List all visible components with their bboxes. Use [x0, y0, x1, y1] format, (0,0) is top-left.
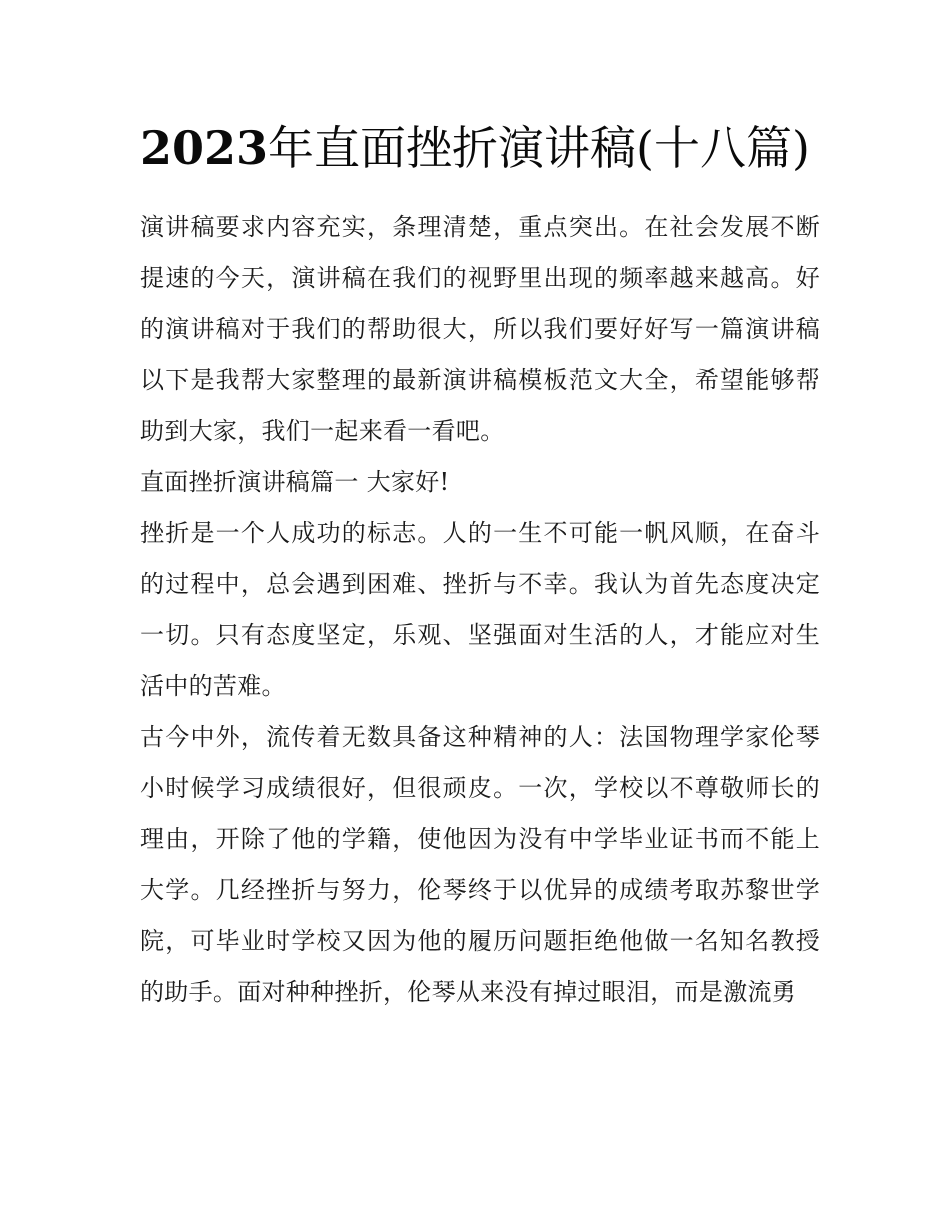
section-heading-paragraph: 直面挫折演讲稿篇一 大家好!	[140, 468, 450, 496]
document-title	[140, 112, 820, 184]
title-text: 年直面挫折演讲稿(十八篇)	[268, 121, 810, 175]
intro-paragraph: 演讲稿要求内容充实，条理清楚，重点突出。在社会发展不断提速的今天，演讲稿在我们的视野里出现的频率越来越高。好的演讲稿对于我们的帮助很大，所以我们要好好写一篇演讲稿以下是我帮大家整理的最新演讲稿模板范文大全，希望能够帮助到大家，我们一起来看一看吧。	[140, 213, 820, 445]
title-year: 2023	[140, 121, 269, 175]
body-paragraph: 古今中外，流传着无数具备这种精神的人：法国物理学家伦琴小时候学习成绩很好，但很顽皮。一次，学校以不尊敬师长的理由，开除了他的学籍，使他因为没有中学毕业证书而不能上大学。几经挫折与努力，伦琴终于以优异的成绩考取苏黎世学院，可毕业时学校又因为他的履历问题拒绝他做一名知名教授的助手。面对种种挫折，伦琴从来没有掉过眼泪，而是激流勇	[140, 723, 820, 1006]
body-paragraph: 挫折是一个人成功的标志。人的一生不可能一帆风顺，在奋斗的过程中，总会遇到困难、挫折与不幸。我认为首先态度决定一切。只有态度坚定，乐观、坚强面对生活的人，才能应对生活中的苦难。	[140, 519, 820, 700]
document-body	[140, 112, 820, 1018]
